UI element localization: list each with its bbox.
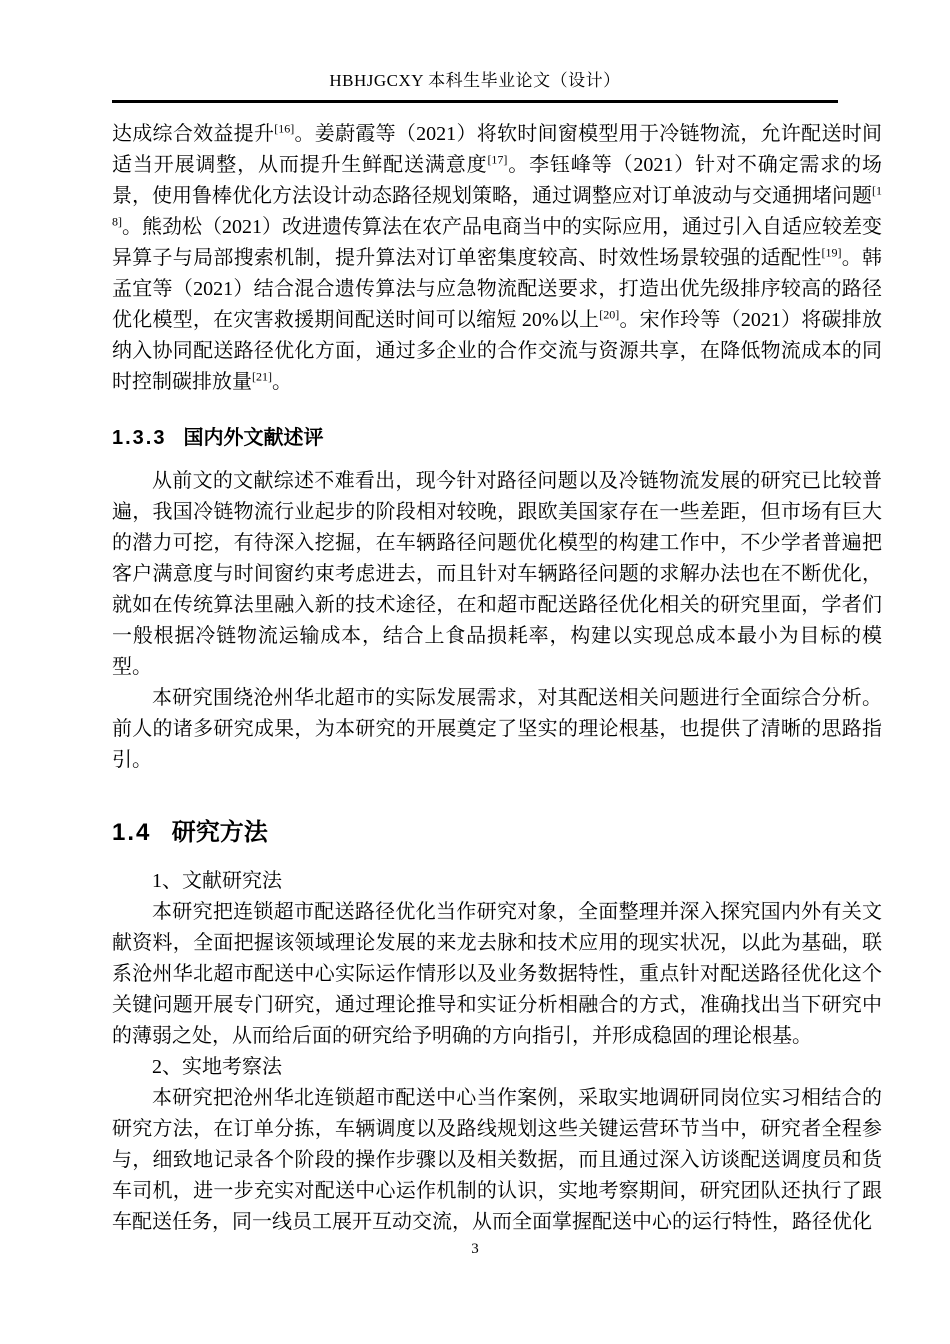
citation-ref: [18] [112,183,882,229]
page-header [0,70,950,103]
paragraph-review-summary [112,466,882,683]
text-run: 。熊劲松（2021）改进遗传算法在农产品电商当中的实际应用，通过引入自适应较差变异算子与局部搜索机制，提升算法对订单密集度较高、时效性场景较强的适配性 [112,216,882,269]
citation-ref: [20] [599,307,620,322]
text-run: 本研究把连锁超市配送路径优化当作研究对象，全面整理并深入探究国内外有关文献资料，全面把握该领域理论发展的来龙去脉和技术应用的现实状况，以此为基础，联系沧州华北超市配送中心实际运作情形以及业务数据特性，重点针对配送路径优化这个关键问题开展专门研究，通过理论推导和实证分析相融合的方式，准确找出当下研究中的薄弱之处，从而给后面的研究给予明确的方向指引，并形成稳固的理论根基。 [112,901,882,1047]
page-number: 3 [471,1241,479,1257]
method-item-1 [112,866,882,897]
text-run: 从前文的文献综述不难看出，现今针对路径问题以及冷链物流发展的研究已比较普遍，我国冷链物流行业起步的阶段相对较晚，跟欧美国家存在一些差距，但市场有巨大的潜力可挖，有待深入挖掘，在车辆路径问题优化模型的构建工作中，不少学者普遍把客户满意度与时间窗约束考虑进去，而且针对车辆路径问题的求解办法也在不断优化，就如在传统算法里融入新的技术途径，在和超市配送路径优化相关的研究里面，学者们一般根据冷链物流运输成本，结合上食品损耗率，构建以实现总成本最小为目标的模型。 [112,470,882,678]
section-title: 国内外文献述评 [183,427,324,449]
document-body [112,119,882,1238]
paragraph-method-fieldwork [112,1083,882,1238]
section-title: 研究方法 [171,819,268,846]
paragraph-method-literature [112,897,882,1052]
citation-ref: [17] [487,152,508,167]
text-run: 。宋作玲等（2021）将碳排放纳入协同配送路径优化方面，通过多企业的合作交流与资源共享，在降低物流成本的同时控制碳排放量 [112,309,882,393]
section-number: 1.4 [112,819,152,846]
section-heading-1-3-3 [112,426,882,450]
running-header-title: HBHJGCXY 本科生毕业论文（设计） [329,71,621,90]
paragraph-literature-continuation [112,119,882,398]
text-run: 1、文献研究法 [152,870,282,892]
header-rule [112,100,838,103]
paragraph-research-basis [112,683,882,776]
text-run: 。韩孟宜等（2021）结合混合遗传算法与应急物流配送要求，打造出优先级排序较高的路径优化模型，在灾害救援期间配送时间可以缩短 20%以上 [112,247,883,331]
method-item-2 [112,1052,882,1083]
section-number: 1.3.3 [112,427,167,449]
text-run: 本研究把沧州华北连锁超市配送中心当作案例，采取实地调研同岗位实习相结合的研究方法，在订单分拣，车辆调度以及路线规划这些关键运营环节当中，研究者全程参与，细致地记录各个阶段的操作步骤以及相关数据，而且通过深入访谈配送调度员和货车司机，进一步充实对配送中心运作机制的认识，实地考察期间，研究团队还执行了跟车配送任务，同一线员工展开互动交流，从而全面掌握配送中心的运行特性，路径优化 [112,1087,882,1233]
text-run: 达成综合效益提升 [112,123,275,145]
text-run: 本研究围绕沧州华北超市的实际发展需求，对其配送相关问题进行全面综合分析。前人的诸多研究成果，为本研究的开展奠定了坚实的理论根基，也提供了清晰的思路指引。 [112,687,882,771]
citation-ref: [16] [274,121,295,136]
text-run: 2、实地考察法 [152,1056,282,1078]
text-run: 。 [272,371,292,393]
section-heading-1-4 [112,818,882,848]
citation-ref: [21] [252,369,272,384]
text-run: 。李钰峰等（2021）针对不确定需求的场景，使用鲁棒优化方法设计动态路径规划策略，通过调整应对订单波动与交通拥堵问题 [112,154,883,207]
page-footer [0,1240,950,1258]
citation-ref: [19] [821,245,842,260]
text-run: 。姜蔚霞等（2021）将软时间窗模型用于冷链物流，允许配送时间适当开展调整，从而提升生鲜配送满意度 [112,123,883,176]
